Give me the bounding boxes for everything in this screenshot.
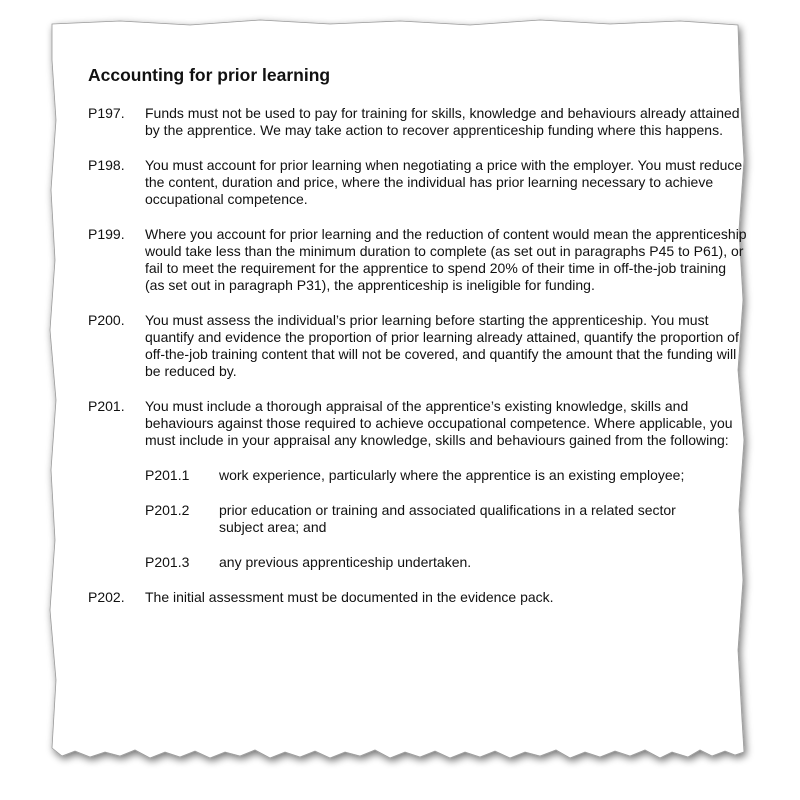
paragraph-p199 xyxy=(88,226,748,294)
sub-item-number: P201.1 xyxy=(145,467,190,483)
sub-item-number: P201.3 xyxy=(145,554,190,570)
paragraph-text: Funds must not be used to pay for training for skills, knowledge and behaviours already attained by the apprentice. We may take action to recover apprenticeship funding where this happens. xyxy=(145,105,740,138)
sub-item-text: work experience, particularly where the apprentice is an existing employee; xyxy=(219,467,685,483)
paragraph-number: P201. xyxy=(88,398,125,414)
sub-item-p201-3 xyxy=(145,554,748,571)
paragraph-number: P198. xyxy=(88,157,125,173)
paragraph-p198 xyxy=(88,157,748,208)
sub-item-p201-2 xyxy=(145,502,748,536)
section-heading: Accounting for prior learning xyxy=(88,65,331,85)
paragraph-text: You must assess the individual’s prior learning before starting the apprenticeship. You must quantify and evidence the proportion of prior learning already attained, quantify the proportion of off-the-job training content that will not be covered, and quantify the amount that the funding will be reduced by. xyxy=(145,312,739,379)
paragraph-p197 xyxy=(88,105,748,139)
sub-item-text: prior education or training and associated qualifications in a related sector subject area; and xyxy=(219,502,676,535)
paragraph-number: P200. xyxy=(88,312,125,328)
paragraph-number: P197. xyxy=(88,105,125,121)
sub-item-p201-1 xyxy=(145,467,748,484)
paragraph-p201 xyxy=(88,398,748,449)
paragraph-text: The initial assessment must be documented in the evidence pack. xyxy=(145,589,554,605)
sub-item-text: any previous apprenticeship undertaken. xyxy=(219,554,472,570)
paragraph-p200 xyxy=(88,312,748,380)
document-content xyxy=(88,64,748,624)
paragraph-number: P199. xyxy=(88,226,125,242)
paragraph-p202 xyxy=(88,589,748,606)
paragraph-text: You must include a thorough appraisal of the apprentice’s existing knowledge, skills and behaviours against those required to achieve occupational competence. Where applicable, you must include in your appraisal any knowledge, skills and behaviours gained from the following: xyxy=(145,398,733,448)
paragraph-number: P202. xyxy=(88,589,125,605)
paragraph-text: Where you account for prior learning and the reduction of content would mean the apprenticeship would take less than the minimum duration to complete (as set out in paragraphs P45 to P61), or fail to meet the requirement for the apprentice to spend 20% of their time in off-the-job training (as set out in paragraph P31), the apprenticeship is ineligible for funding. xyxy=(145,226,747,293)
sub-item-list xyxy=(88,467,748,571)
paragraph-text: You must account for prior learning when negotiating a price with the employer. You must reduce the content, duration and price, where the individual has prior learning necessary to achieve occupational competence. xyxy=(145,157,743,207)
sub-item-number: P201.2 xyxy=(145,502,190,518)
